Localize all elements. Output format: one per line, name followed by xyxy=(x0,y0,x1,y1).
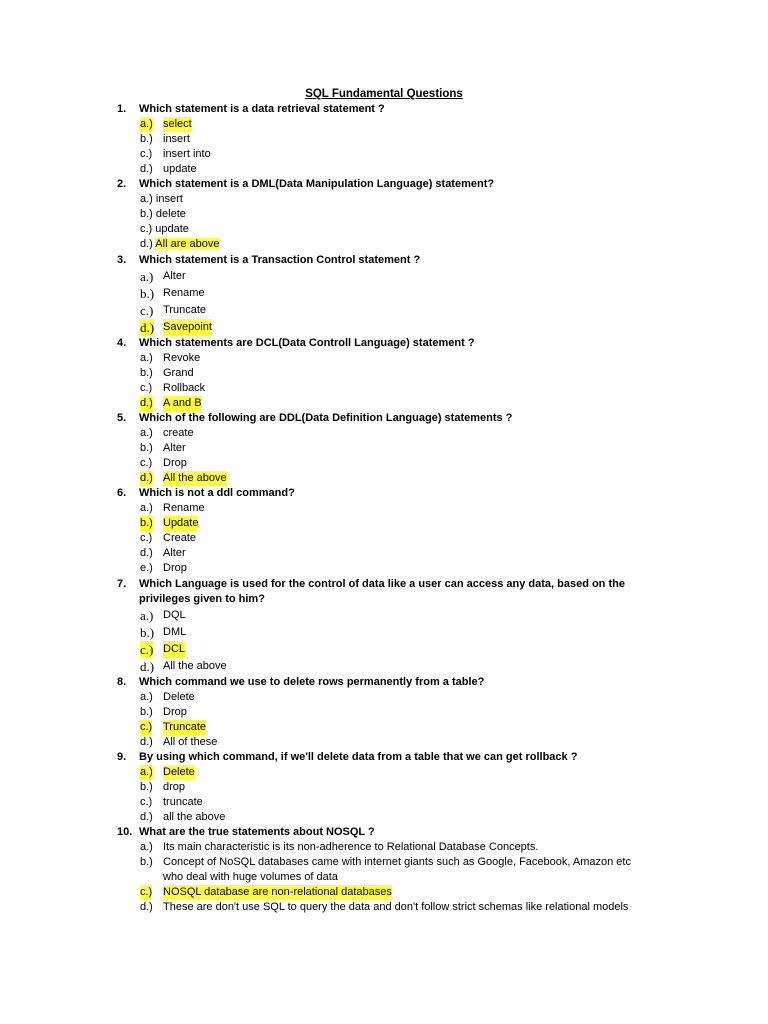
option-b xyxy=(0,855,768,870)
question-text: By using which command, if we'll delete data from a table that we can get rollback ? xyxy=(139,751,578,763)
question-number: 6. xyxy=(117,487,127,499)
option-text: Drop xyxy=(163,562,187,574)
option-c xyxy=(0,531,768,546)
option-a xyxy=(0,268,768,285)
option-label: b.) xyxy=(140,442,153,454)
question-1 xyxy=(0,102,768,177)
option-line xyxy=(140,207,186,222)
option-c xyxy=(0,456,768,471)
option-text: insert into xyxy=(163,148,211,160)
question-10 xyxy=(0,825,768,915)
option-a xyxy=(0,117,768,132)
correct-answer: select xyxy=(163,118,192,130)
question-text: Which Language is used for the control of data like a user can access any data, based on the xyxy=(139,578,625,590)
option-label: c.) xyxy=(140,532,153,544)
correct-answer: Savepoint xyxy=(163,319,212,336)
question-number: 5. xyxy=(117,412,127,424)
option-b xyxy=(0,516,768,531)
question-text: Which statements are DCL(Data Controll Language) statement ? xyxy=(139,337,475,349)
option-label: c.) xyxy=(140,886,153,898)
option-label: b.) xyxy=(140,208,156,220)
option-label: c.) xyxy=(140,642,154,657)
correct-answer: All the above xyxy=(163,472,227,484)
question-text: Which statement is a data retrieval statement ? xyxy=(139,103,385,115)
option-label: d.) xyxy=(140,397,153,409)
correct-answer: Update xyxy=(163,517,199,529)
question-text: Which command we use to delete rows permanently from a table? xyxy=(139,676,485,688)
option-text: truncate xyxy=(163,796,203,808)
option-text: drop xyxy=(163,781,186,793)
option-b xyxy=(0,624,768,641)
option-text: all the above xyxy=(163,811,226,823)
option-c xyxy=(0,795,768,810)
option-label: b.) xyxy=(140,781,153,793)
option-d xyxy=(0,810,768,825)
option-a xyxy=(0,840,768,855)
option-b xyxy=(0,132,768,147)
question-6 xyxy=(0,486,768,576)
option-a xyxy=(0,765,768,780)
option-label: c.) xyxy=(140,796,153,808)
option-text: Its main characteristic is its non-adherence to Relational Database Concepts. xyxy=(163,841,539,853)
page-title: SQL Fundamental Questions xyxy=(305,88,463,100)
option-label: c.) xyxy=(140,223,156,235)
question-text: Which of the following are DDL(Data Definition Language) statements ? xyxy=(139,412,513,424)
option-label: c.) xyxy=(140,721,153,733)
option-label: a.) xyxy=(140,269,154,284)
option-text: Revoke xyxy=(163,352,201,364)
option-text-cont: who deal with huge volumes of data xyxy=(163,871,338,883)
question-number: 10. xyxy=(117,826,133,838)
option-c xyxy=(0,720,768,735)
option-label: d.) xyxy=(140,472,153,484)
option-text: Drop xyxy=(163,706,187,718)
question-header xyxy=(0,675,768,690)
option-c xyxy=(0,147,768,162)
option-label: a.) xyxy=(140,691,153,703)
option-text: Alter xyxy=(163,547,186,559)
option-b xyxy=(0,780,768,795)
option-d xyxy=(0,900,768,915)
question-number: 2. xyxy=(117,178,127,190)
option-label: d.) xyxy=(140,238,156,250)
option-c xyxy=(0,885,768,900)
question-header xyxy=(0,336,768,351)
option-c xyxy=(0,641,768,658)
option-label: b.) xyxy=(140,625,155,640)
question-number: 7. xyxy=(117,578,127,590)
option-d xyxy=(0,658,768,675)
option-label: e.) xyxy=(140,562,153,574)
question-text-cont: privileges given to him? xyxy=(139,593,265,605)
option-c xyxy=(0,302,768,319)
option-label: d.) xyxy=(140,736,153,748)
option-text: create xyxy=(163,427,194,439)
option-label: d.) xyxy=(140,163,153,175)
correct-answer: All are above xyxy=(155,238,220,250)
option-text: Delete xyxy=(163,691,195,703)
option-label: b.) xyxy=(140,286,155,301)
question-header xyxy=(0,576,768,592)
option-label: c.) xyxy=(140,303,154,318)
option-text: Grand xyxy=(163,367,194,379)
option-label: a.) xyxy=(140,608,154,623)
option-d xyxy=(0,546,768,561)
option-a xyxy=(0,351,768,366)
option-a xyxy=(0,607,768,624)
option-text: DQL xyxy=(163,609,186,621)
option-label: a.) xyxy=(140,766,153,778)
option-text: All the above xyxy=(163,660,227,672)
option-text: Rollback xyxy=(163,382,206,394)
option-text: These are don't use SQL to query the data and don't follow strict schemas like relational models xyxy=(163,901,629,913)
option-label: a.) xyxy=(140,193,156,205)
question-number: 1. xyxy=(117,103,127,115)
option-text: insert xyxy=(163,133,190,145)
question-text: Which statement is a Transaction Control statement ? xyxy=(139,254,421,266)
option-label: a.) xyxy=(140,427,153,439)
option-label: a.) xyxy=(140,118,153,130)
option-text: update xyxy=(155,223,189,235)
correct-answer: A and B xyxy=(163,397,202,409)
question-2 xyxy=(0,177,768,252)
question-text: Which is not a ddl command? xyxy=(139,487,295,499)
question-header xyxy=(0,252,768,268)
option-text: insert xyxy=(155,193,183,205)
option-d xyxy=(0,162,768,177)
option-text: Alter xyxy=(163,442,186,454)
option-text: Drop xyxy=(163,457,187,469)
option-text: DML xyxy=(163,626,187,638)
question-list xyxy=(0,102,768,915)
option-label: d.) xyxy=(140,659,155,674)
option-line xyxy=(140,237,220,252)
option-text: Truncate xyxy=(163,304,207,316)
option-text: Rename xyxy=(163,502,205,514)
option-a xyxy=(0,690,768,705)
question-text-continued xyxy=(0,592,768,607)
question-4 xyxy=(0,336,768,411)
question-text: Which statement is a DML(Data Manipulation Language) statement? xyxy=(139,178,495,190)
question-header xyxy=(0,750,768,765)
option-label: d.) xyxy=(140,320,155,335)
option-label: d.) xyxy=(140,547,153,559)
option-c xyxy=(0,381,768,396)
question-number: 8. xyxy=(117,676,127,688)
option-text: All of these xyxy=(163,736,218,748)
option-label: a.) xyxy=(140,352,153,364)
option-label: a.) xyxy=(140,502,153,514)
option-d xyxy=(0,735,768,750)
question-number: 9. xyxy=(117,751,127,763)
option-text: Concept of NoSQL databases came with internet giants such as Google, Facebook, Amazon etc xyxy=(163,856,631,868)
correct-answer: Delete xyxy=(163,766,195,778)
option-text: Create xyxy=(163,532,197,544)
correct-answer: NOSQL database are non-relational databases xyxy=(163,886,392,898)
question-header xyxy=(0,177,768,192)
question-9 xyxy=(0,750,768,825)
option-label: d.) xyxy=(140,901,153,913)
question-5 xyxy=(0,411,768,486)
option-b xyxy=(0,705,768,720)
option-label: c.) xyxy=(140,457,153,469)
option-label: c.) xyxy=(140,382,153,394)
question-number: 4. xyxy=(117,337,127,349)
option-d xyxy=(0,319,768,336)
question-3 xyxy=(0,252,768,336)
option-b xyxy=(0,285,768,302)
option-label: b.) xyxy=(140,367,153,379)
option-continued xyxy=(0,870,768,885)
option-a xyxy=(0,426,768,441)
option-d xyxy=(0,471,768,486)
option-line xyxy=(140,192,183,207)
option-b xyxy=(0,441,768,456)
option-text: Rename xyxy=(163,287,205,299)
option-label: b.) xyxy=(140,706,153,718)
option-text: delete xyxy=(155,208,186,220)
question-8 xyxy=(0,675,768,750)
option-line xyxy=(140,222,189,237)
option-label: b.) xyxy=(140,856,153,868)
option-a xyxy=(0,501,768,516)
question-header xyxy=(0,825,768,840)
question-header xyxy=(0,102,768,117)
option-text: Alter xyxy=(163,270,186,282)
question-header xyxy=(0,486,768,501)
option-b xyxy=(0,207,768,222)
option-a xyxy=(0,192,768,207)
question-header xyxy=(0,411,768,426)
option-label: b.) xyxy=(140,133,153,145)
option-label: a.) xyxy=(140,841,153,853)
option-d xyxy=(0,396,768,411)
option-d xyxy=(0,237,768,252)
correct-answer: Truncate xyxy=(163,721,207,733)
question-7 xyxy=(0,576,768,675)
option-label: d.) xyxy=(140,811,153,823)
option-b xyxy=(0,366,768,381)
option-label: b.) xyxy=(140,517,153,529)
option-text: update xyxy=(163,163,197,175)
option-c xyxy=(0,222,768,237)
question-text: What are the true statements about NOSQL ? xyxy=(139,826,375,838)
option-e xyxy=(0,561,768,576)
option-label: c.) xyxy=(140,148,153,160)
question-number: 3. xyxy=(117,254,127,266)
correct-answer: DCL xyxy=(163,641,185,658)
